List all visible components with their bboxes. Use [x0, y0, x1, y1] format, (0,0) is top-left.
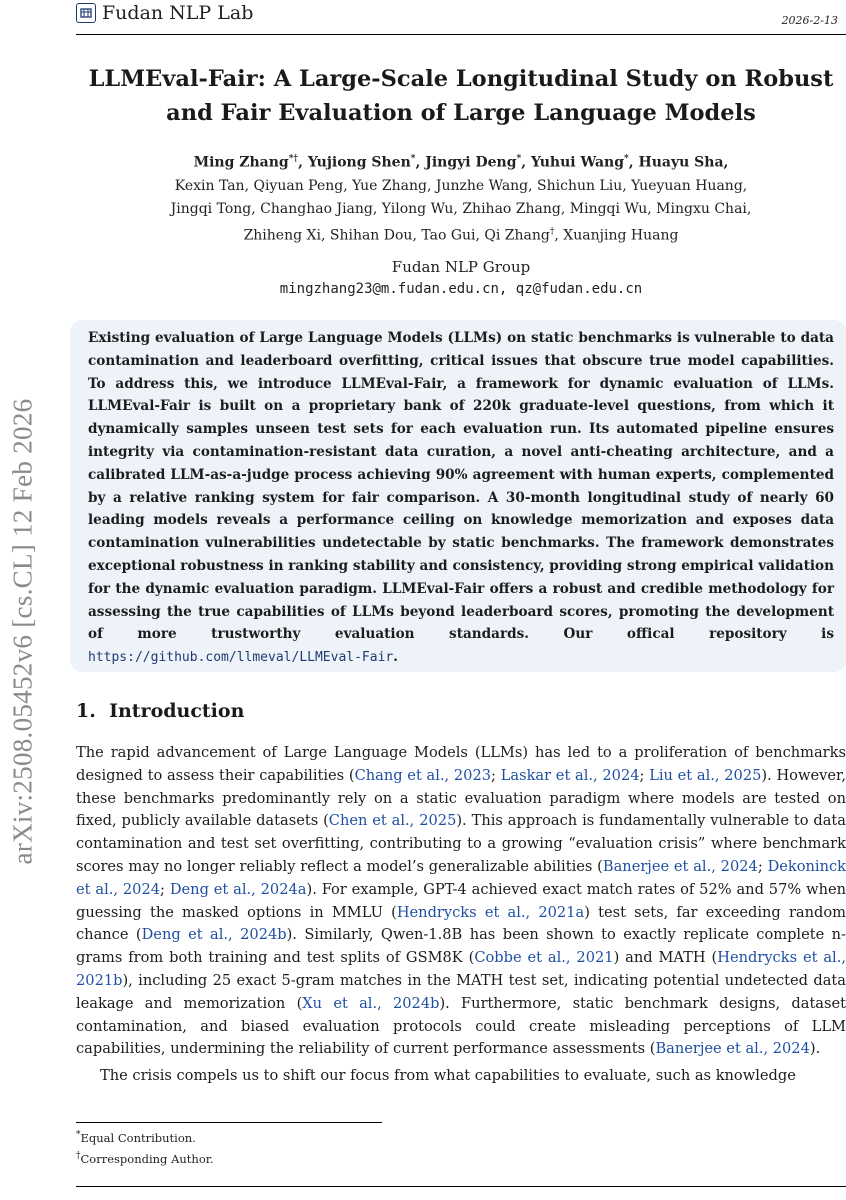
citation-link[interactable]: Deng et al., 2024b [141, 926, 287, 944]
footnote-mark: † [76, 1150, 81, 1161]
header-date: 2026-2-13 [781, 14, 838, 27]
footnote-text: Equal Contribution. [80, 1130, 196, 1145]
footnote-corresponding [76, 1147, 214, 1168]
abstract-body: Existing evaluation of Large Language Models (LLMs) on static benchmarks is vulnerable to data contamination and leaderboard overfitting, critical issues that obscure true model capabilities. To address this, we introduce LLMEval-Fair, a framework for dynamic evaluation of LLMs. LLMEval-Fair is built on a proprietary bank of 220k graduate-level questions, from which it dynamically samples unseen test sets for each evaluation run. Its automated pipeline ensures integrity via contamination-resistant data curation, a novel anti-cheating architecture, and a calibrated LLM-as-a-judge process achieving 90% agreement with human experts, complemented by a relative ranking system for fair comparison. A 30-month longitudinal study of nearly 60 leading models reveals a performance ceiling on knowledge memorization and exposes data contamination vulnerabilities undetectable by static benchmarks. The framework demonstrates exceptional robustness in ranking stability and consistency, providing strong empirical validation for the dynamic evaluation paradigm. LLMEval-Fair offers a robust and credible methodology for assessing the true capabilities of LLMs beyond leaderboard scores, promoting the development of more trustworthy evaluation standards. Our offical repository is [88, 330, 834, 643]
citation-link[interactable]: Hendrycks et al., 2021b [76, 949, 846, 989]
authors-text: , Xuanjing Huang [554, 227, 679, 244]
citation-link[interactable]: Banerjee et al., 2024 [602, 857, 758, 875]
body-text: ; [639, 766, 650, 784]
authors-line-2: Kexin Tan, Qiyuan Peng, Yue Zhang, Junzhe Wang, Shichun Liu, Yueyuan Huang, [174, 177, 748, 194]
citation-link[interactable]: Chang et al., 2023 [354, 766, 492, 784]
body-text: ), including 25 exact 5-gram matches in the MATH test set, indicating potential undetected data leakage and memorization ( [76, 971, 846, 1012]
citation-link[interactable]: Chen et al., 2025 [328, 812, 457, 830]
introduction-body [76, 742, 846, 1088]
body-text: ; [160, 880, 170, 898]
footnotes [76, 1126, 214, 1168]
arxiv-stamp: arXiv:2508.05452v6 [cs.CL] 12 Feb 2026 [7, 398, 38, 865]
citation-link[interactable]: Hendrycks et al., 2021a [396, 903, 585, 921]
title-line-1: LLMEval-Fair: A Large-Scale Longitudinal Study on Robust [88, 66, 834, 92]
section-title: Introduction [109, 700, 245, 722]
section-heading [76, 700, 244, 722]
main-authors: Ming Zhang*†, Yujiong Shen*, Jingyi Deng*, Yuhui Wang*, Huayu Sha, [193, 154, 729, 171]
footer-rule [76, 1186, 846, 1187]
body-text: The rapid advancement of Large Language Models (LLMs) has led to a proliferation of benchmarks designed to assess their capabilities ( [76, 744, 846, 784]
abstract-end: . [393, 649, 398, 666]
author-mark: * [624, 154, 629, 164]
body-text: ). For example, GPT-4 achieved exact match rates of 52% and 57% when guessing the masked options in MMLU ( [76, 880, 846, 921]
abstract-text [88, 327, 834, 670]
citation-link[interactable]: Laskar et al., 2024 [500, 766, 640, 784]
citation-link[interactable]: Dekoninck et al., 2024 [76, 857, 846, 898]
intro-paragraph-2: The crisis compels us to shift our focus from what capabilities to evaluate, such as knowledge [100, 1067, 796, 1085]
authors-line-3: Jingqi Tong, Changhao Jiang, Yilong Wu, Zhihao Zhang, Mingqi Wu, Mingxu Chai, [170, 200, 752, 217]
authors-line-4 [76, 221, 846, 248]
body-text: ). Furthermore, static benchmark designs, dataset contamination, and biased evaluation protocols could create misleading perceptions of LLM capabilities, undermining the reliability of current performance assessments ( [76, 994, 846, 1058]
lab-name: Fudan NLP Lab [102, 2, 254, 24]
paper-title [76, 62, 846, 130]
repo-link[interactable]: https://github.com/llmeval/LLMEval-Fair [88, 650, 394, 666]
section-number: 1. [76, 700, 96, 722]
body-text: ) and MATH ( [613, 949, 718, 967]
body-text: ). Similarly, Qwen-1.8B has been shown to exactly replicate complete n-grams from both training and test splits of GSM8K ( [76, 926, 846, 967]
affiliation: Fudan NLP Group [391, 258, 531, 276]
body-text: ). However, these benchmarks predominantly rely on a static evaluation paradigm where models are tested on fixed, publicly available datasets ( [76, 766, 846, 830]
author-mark: * [516, 154, 522, 164]
lab-brand [76, 2, 253, 24]
intro-paragraph-1 [76, 742, 846, 1061]
authors-text: Zhiheng Xi, Shihan Dou, Tao Gui, Qi Zhang [243, 227, 550, 244]
citation-link[interactable]: Cobbe et al., 2021 [474, 949, 614, 967]
page-header [0, 0, 846, 40]
author: Huayu Sha [638, 154, 724, 171]
body-text: ; [757, 857, 768, 875]
fudan-logo-icon [76, 3, 96, 23]
citation-link[interactable]: Banerjee et al., 2024 [655, 1040, 810, 1058]
citation-link[interactable]: Deng et al., 2024a [169, 880, 307, 898]
body-text: ) test sets, far exceeding random chance ( [76, 903, 846, 944]
footnote-mark: * [76, 1130, 81, 1140]
affiliation-block [76, 256, 846, 300]
footnote-text: Corresponding Author. [80, 1151, 214, 1166]
body-text: ; [491, 766, 501, 784]
footnote-equal [76, 1126, 214, 1147]
author: Ming Zhang [193, 154, 289, 171]
author-list [76, 148, 846, 247]
author: Yujiong Shen [307, 154, 411, 171]
header-rule [76, 34, 846, 35]
body-text: ). [809, 1040, 821, 1058]
abstract-box [70, 320, 846, 672]
citation-link[interactable]: Liu et al., 2025 [649, 766, 762, 784]
author-mark: *† [288, 154, 299, 164]
author-emails[interactable]: mingzhang23@m.fudan.edu.cn, qz@fudan.edu.cn [279, 281, 643, 297]
author-mark: * [410, 154, 416, 164]
body-text: ). This approach is fundamentally vulnerable to data contamination and test set overfitting, contributing to a growing “evaluation crisis” where benchmark scores may no longer reliably reflect a model’s generalizable abilities ( [76, 812, 846, 875]
author-mark: † [549, 226, 555, 237]
author: Yuhui Wang [530, 154, 625, 171]
author: Jingyi Deng [425, 154, 517, 171]
title-line-2: and Fair Evaluation of Large Language Models [166, 100, 756, 126]
citation-link[interactable]: Xu et al., 2024b [302, 994, 440, 1012]
footnote-rule [76, 1122, 382, 1123]
